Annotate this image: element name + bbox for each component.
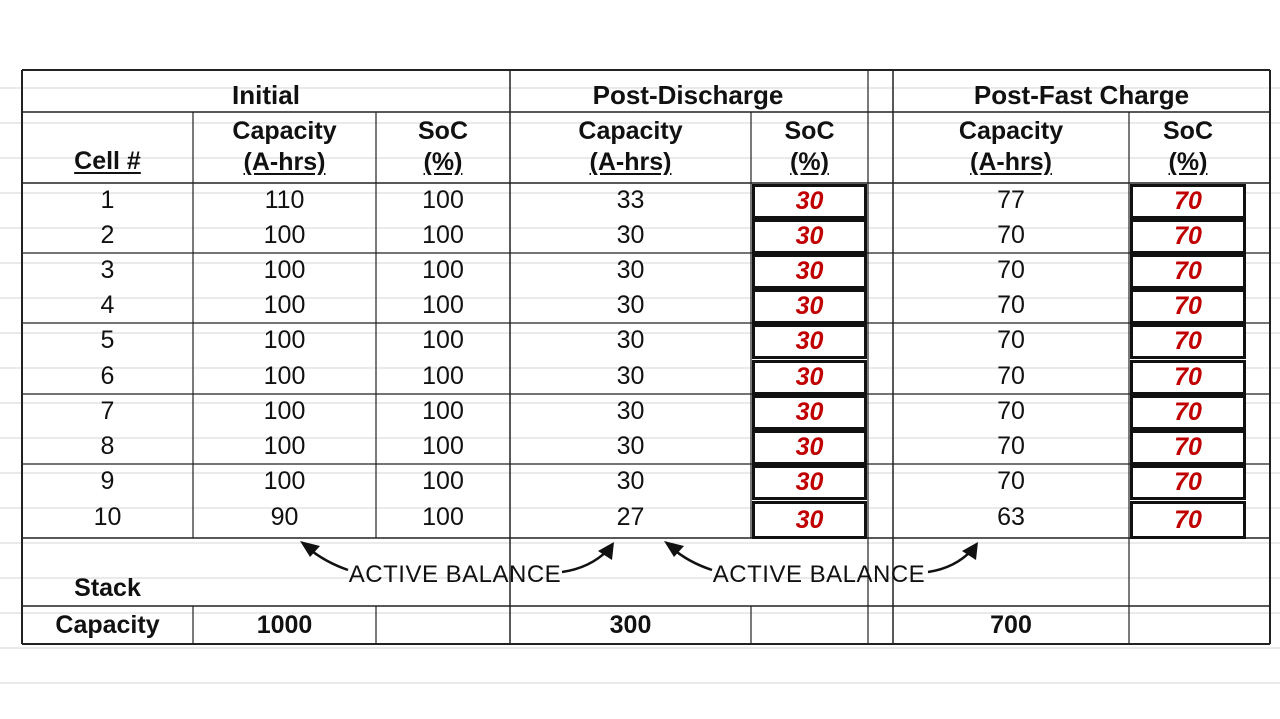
capacity-unit: (A-hrs) bbox=[970, 148, 1052, 176]
post-discharge-capacity-cell: 30 bbox=[616, 397, 645, 425]
cell-number-cell: 5 bbox=[100, 326, 115, 354]
header-cell-number bbox=[22, 140, 193, 184]
post-fast-charge-soc-cell: 70 bbox=[1130, 501, 1246, 539]
initial-capacity-cell: 100 bbox=[263, 432, 306, 460]
initial-soc-cell: 100 bbox=[422, 256, 464, 284]
post-fast-charge-soc-cell: 70 bbox=[1130, 360, 1246, 395]
cell-number-cell: 2 bbox=[100, 221, 115, 249]
cell-number-cell: 10 bbox=[93, 503, 122, 531]
post-fast-charge-capacity-cell: 70 bbox=[997, 291, 1025, 319]
arrow-right-2 bbox=[928, 550, 972, 572]
initial-capacity-cell: 100 bbox=[263, 256, 306, 284]
post-fast-charge-capacity-cell: 70 bbox=[997, 467, 1025, 495]
post-discharge-soc-cell: 30 bbox=[752, 395, 867, 430]
post-fast-charge-soc-cell: 70 bbox=[1130, 324, 1246, 359]
stack-post-fast-charge-value: 700 bbox=[990, 610, 1032, 639]
cell-number-cell: 8 bbox=[100, 432, 115, 460]
post-discharge-capacity-cell: 30 bbox=[616, 221, 645, 249]
header-post-discharge-soc bbox=[751, 112, 868, 182]
cell-number-cell: 6 bbox=[100, 362, 115, 390]
post-discharge-capacity-cell: 30 bbox=[616, 362, 645, 390]
capacity-unit: (A-hrs) bbox=[589, 148, 672, 176]
post-discharge-soc-cell: 30 bbox=[752, 254, 867, 289]
initial-soc-cell: 100 bbox=[422, 432, 464, 460]
cell-number-cell: 3 bbox=[100, 256, 115, 284]
active-balance-label-left: ACTIVE BALANCE bbox=[348, 561, 562, 588]
stack-label: Stack bbox=[74, 573, 141, 602]
post-fast-charge-soc-cell: 70 bbox=[1130, 395, 1246, 430]
cell-number-cell: 9 bbox=[100, 467, 115, 495]
post-discharge-capacity-cell: 30 bbox=[616, 326, 645, 354]
post-discharge-capacity-cell: 33 bbox=[616, 186, 645, 214]
post-discharge-capacity-cell: 30 bbox=[616, 291, 645, 319]
post-fast-charge-capacity-cell: 70 bbox=[997, 326, 1025, 354]
arrow-left-2 bbox=[562, 550, 608, 572]
capacity-unit: (A-hrs) bbox=[243, 148, 326, 176]
initial-soc-cell: 100 bbox=[422, 186, 464, 214]
post-fast-charge-soc-cell: 70 bbox=[1130, 254, 1246, 289]
post-fast-charge-soc-cell: 70 bbox=[1130, 465, 1246, 500]
post-fast-charge-capacity-cell: 70 bbox=[997, 397, 1025, 425]
stack-post-discharge-value: 300 bbox=[609, 610, 652, 639]
post-fast-charge-capacity-cell: 63 bbox=[997, 503, 1025, 531]
initial-soc-cell: 100 bbox=[422, 326, 464, 354]
initial-capacity-cell: 100 bbox=[263, 326, 306, 354]
cell-number-label: Cell # bbox=[74, 147, 141, 176]
post-discharge-soc-cell: 30 bbox=[752, 430, 867, 465]
post-discharge-capacity-cell: 30 bbox=[616, 256, 645, 284]
initial-soc-cell: 100 bbox=[422, 291, 464, 319]
initial-soc-cell: 100 bbox=[422, 503, 464, 531]
post-fast-charge-soc-cell: 70 bbox=[1130, 430, 1246, 465]
capacity-label: Capacity bbox=[232, 116, 337, 145]
initial-soc-cell: 100 bbox=[422, 467, 464, 495]
post-fast-charge-capacity-cell: 70 bbox=[997, 256, 1025, 284]
active-balance-label-right: ACTIVE BALANCE bbox=[712, 561, 926, 588]
header-initial-soc bbox=[376, 112, 510, 182]
post-fast-charge-soc-cell: 70 bbox=[1130, 184, 1246, 219]
post-discharge-soc-cell: 30 bbox=[752, 289, 867, 324]
post-discharge-soc-cell: 30 bbox=[752, 465, 867, 500]
header-post-discharge-capacity bbox=[510, 112, 751, 182]
initial-soc-cell: 100 bbox=[422, 362, 464, 390]
capacity-row-label: Capacity bbox=[55, 610, 160, 639]
post-fast-charge-capacity-cell: 70 bbox=[997, 432, 1025, 460]
post-discharge-soc-cell: 30 bbox=[752, 360, 867, 395]
post-fast-charge-capacity-cell: 70 bbox=[997, 362, 1025, 390]
initial-soc-cell: 100 bbox=[422, 397, 464, 425]
soc-label: SoC bbox=[418, 116, 468, 145]
post-discharge-soc-cell: 30 bbox=[752, 219, 867, 254]
post-discharge-soc-cell: 30 bbox=[752, 501, 867, 539]
post-discharge-capacity-cell: 30 bbox=[616, 467, 645, 495]
soc-label: SoC bbox=[784, 116, 835, 145]
initial-capacity-cell: 100 bbox=[263, 467, 306, 495]
header-post-fast-charge: Post-Fast Charge bbox=[973, 80, 1190, 110]
initial-capacity-cell: 90 bbox=[270, 503, 299, 531]
soc-unit: (%) bbox=[790, 148, 829, 176]
post-fast-charge-soc-cell: 70 bbox=[1130, 219, 1246, 254]
cell-number-cell: 4 bbox=[100, 291, 115, 319]
cell-number-cell: 1 bbox=[100, 186, 115, 214]
capacity-label: Capacity bbox=[578, 116, 683, 145]
initial-capacity-cell: 100 bbox=[263, 221, 306, 249]
initial-capacity-cell: 110 bbox=[264, 186, 305, 214]
header-post-discharge: Post-Discharge bbox=[592, 80, 784, 110]
header-post-fast-charge-soc bbox=[1129, 112, 1247, 182]
soc-unit: (%) bbox=[1168, 148, 1208, 176]
header-initial: Initial bbox=[232, 80, 300, 110]
post-discharge-capacity-cell: 27 bbox=[616, 503, 645, 531]
post-fast-charge-capacity-cell: 77 bbox=[997, 186, 1025, 214]
initial-capacity-cell: 100 bbox=[263, 397, 306, 425]
post-fast-charge-soc-cell: 70 bbox=[1130, 289, 1246, 324]
cell-number-cell: 7 bbox=[100, 397, 115, 425]
soc-label: SoC bbox=[1163, 116, 1213, 145]
initial-soc-cell: 100 bbox=[422, 221, 464, 249]
header-initial-capacity bbox=[193, 112, 376, 182]
stack-initial-value: 1000 bbox=[256, 610, 313, 639]
post-discharge-soc-cell: 30 bbox=[752, 184, 867, 219]
post-fast-charge-capacity-cell: 70 bbox=[997, 221, 1025, 249]
initial-capacity-cell: 100 bbox=[263, 291, 306, 319]
soc-unit: (%) bbox=[423, 148, 463, 176]
post-discharge-soc-cell: 30 bbox=[752, 324, 867, 359]
initial-capacity-cell: 100 bbox=[263, 362, 306, 390]
post-discharge-capacity-cell: 30 bbox=[616, 432, 645, 460]
header-post-fast-charge-capacity bbox=[893, 112, 1129, 182]
capacity-label: Capacity bbox=[958, 116, 1064, 145]
